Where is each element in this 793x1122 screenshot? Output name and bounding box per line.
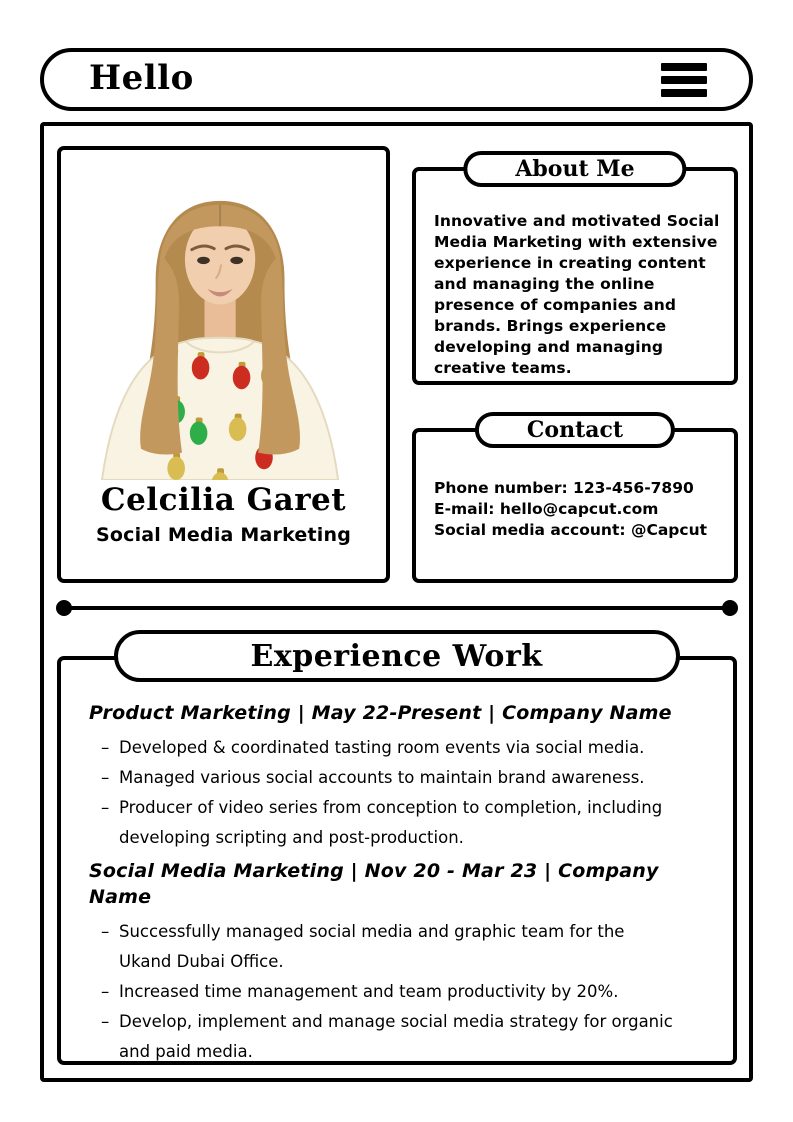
bullet-dash: – xyxy=(101,768,110,787)
page-title: Hello xyxy=(89,58,194,98)
bullet-item: – Developed & coordinated tasting room events via social media. xyxy=(101,733,673,763)
bullet-dash: – xyxy=(101,922,110,941)
contact-phone: Phone number: 123-456-7890 xyxy=(434,479,694,497)
experience-section xyxy=(57,656,737,1065)
about-title: About Me xyxy=(463,151,686,187)
contact-social: Social media account: @Capcut xyxy=(434,521,708,539)
bullet-item: – Managed various social accounts to maintain brand awareness. xyxy=(101,763,673,793)
about-body: Innovative and motivated Social Media Marketing with extensive experience in creating content and managing the online presence of companies and brands. Brings experience developing and managing creative teams. xyxy=(434,212,720,377)
main-content-frame xyxy=(40,122,753,1082)
section-divider xyxy=(57,606,737,610)
about-section xyxy=(412,156,738,385)
menu-bar-middle xyxy=(661,76,707,84)
bullet-dash: – xyxy=(101,1012,110,1031)
profile-photo xyxy=(61,150,386,480)
contact-section xyxy=(412,417,738,583)
bullet-item: – Increased time management and team productivity by 20%. xyxy=(101,977,673,1007)
menu-bar-top xyxy=(661,63,707,71)
experience-title: Experience Work xyxy=(114,630,680,682)
header-bar xyxy=(40,48,753,111)
menu-bar-bottom xyxy=(661,89,707,97)
job-bullets xyxy=(89,733,713,853)
divider-dot-right xyxy=(722,600,738,616)
person-name: Celcilia Garet xyxy=(100,482,347,518)
profile-card xyxy=(57,146,390,583)
hamburger-menu-icon[interactable] xyxy=(661,63,707,97)
divider-dot-left xyxy=(56,600,72,616)
contact-email: E-mail: hello@capcut.com xyxy=(434,500,659,518)
job-heading: Social Media Marketing | Nov 20 - Mar 23 | Company Name xyxy=(89,860,659,908)
bullet-item: – Successfully managed social media and graphic team for the Ukand Dubai Office. xyxy=(101,917,673,977)
bullet-dash: – xyxy=(101,798,110,817)
bullet-item: – Producer of video series from conception to completion, including developing scripting and post-production. xyxy=(101,793,673,853)
contact-title: Contact xyxy=(475,412,675,448)
person-role: Social Media Marketing xyxy=(95,524,352,547)
job-bullets xyxy=(89,917,713,1067)
bullet-item: – Develop, implement and manage social media strategy for organic and paid media. xyxy=(101,1007,673,1067)
job-heading: Product Marketing | May 22-Present | Company Name xyxy=(89,702,672,724)
bullet-dash: – xyxy=(101,738,110,757)
bullet-dash: – xyxy=(101,982,110,1001)
